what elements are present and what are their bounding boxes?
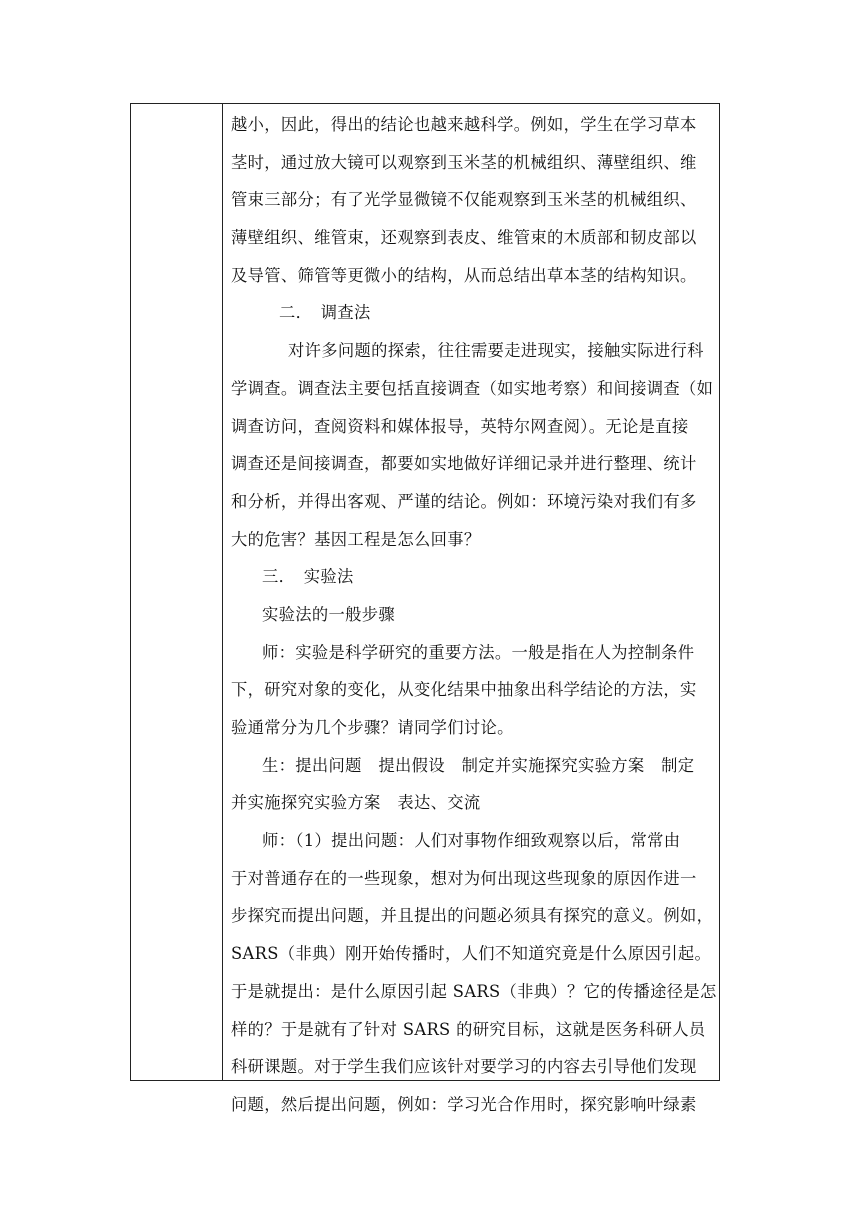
table-left-column [131,104,223,1080]
text-line: 并实施探究实验方案 表达、交流 [231,793,481,813]
text-line: 步探究而提出问题，并且提出的问题必须具有探究的意义。例如， [231,906,714,926]
text-line: 科研课题。对于学生我们应该针对要学习的内容去引导他们发现 [231,1057,697,1077]
text-line: 茎时，通过放大镜可以观察到玉米茎的机械组织、薄壁组织、维 [231,152,697,172]
text-line: 大的危害？基因工程是怎么回事？ [231,529,481,549]
text-line: 问题，然后提出问题，例如：学习光合作用时，探究影响叶绿素 [231,1094,697,1114]
text-line: 及导管、筛管等更微小的结构，从而总结出草本茎的结构知识。 [231,265,697,285]
text-line: 学调查。调查法主要包括直接调查（如实地考察）和间接调查（如 [231,378,714,398]
text-line: 管束三部分；有了光学显微镜不仅能观察到玉米茎的机械组织、 [231,190,697,210]
text-line: 越小，因此，得出的结论也越来越科学。例如，学生在学习草本 [231,115,697,134]
subheading-steps: 实验法的一般步骤 [262,604,396,624]
table-content-cell [231,106,717,1124]
text-line: 调查还是间接调查，都要如实地做好详细记录并进行整理、统计 [231,454,697,474]
text-line: 调查访问，查阅资料和媒体报导，英特尔网查阅）。无论是直接 [231,416,689,436]
text-line: 于对普通存在的一些现象，想对为何出现这些现象的原因作进一 [231,868,697,888]
text-line: 于是就提出：是什么原因引起 SARS（非典）？它的传播途径是怎 [231,981,717,1001]
section-heading-survey: 二． 调查法 [279,303,371,323]
text-line: 验通常分为几个步骤？请同学们讨论。 [231,718,514,737]
paragraph-start: 师：（1）提出问题：人们对事物作细致观察以后，常常由 [262,831,681,851]
text-line: SARS（非典）刚开始传播时，人们不知道究竟是什么原因引起。 [231,944,712,964]
text-line: 样的？于是就有了针对 SARS 的研究目标，这就是医务科研人员 [231,1019,706,1039]
section-heading-experiment: 三． 实验法 [262,567,354,587]
text-line: 和分析，并得出客观、严谨的结论。例如：环境污染对我们有多 [231,491,697,511]
text-line: 薄壁组织、维管束，还观察到表皮、维管束的木质部和韧皮部以 [231,228,697,248]
paragraph-start: 师：实验是科学研究的重要方法。一般是指在人为控制条件 [262,642,695,662]
paragraph-start: 对许多问题的探索，往往需要走进现实，接触实际进行科 [288,341,704,361]
paragraph-start: 生：提出问题 提出假设 制定并实施探究实验方案 制定 [262,755,695,775]
text-line: 下，研究对象的变化，从变化结果中抽象出科学结论的方法，实 [231,680,697,700]
document-table [130,103,720,1114]
